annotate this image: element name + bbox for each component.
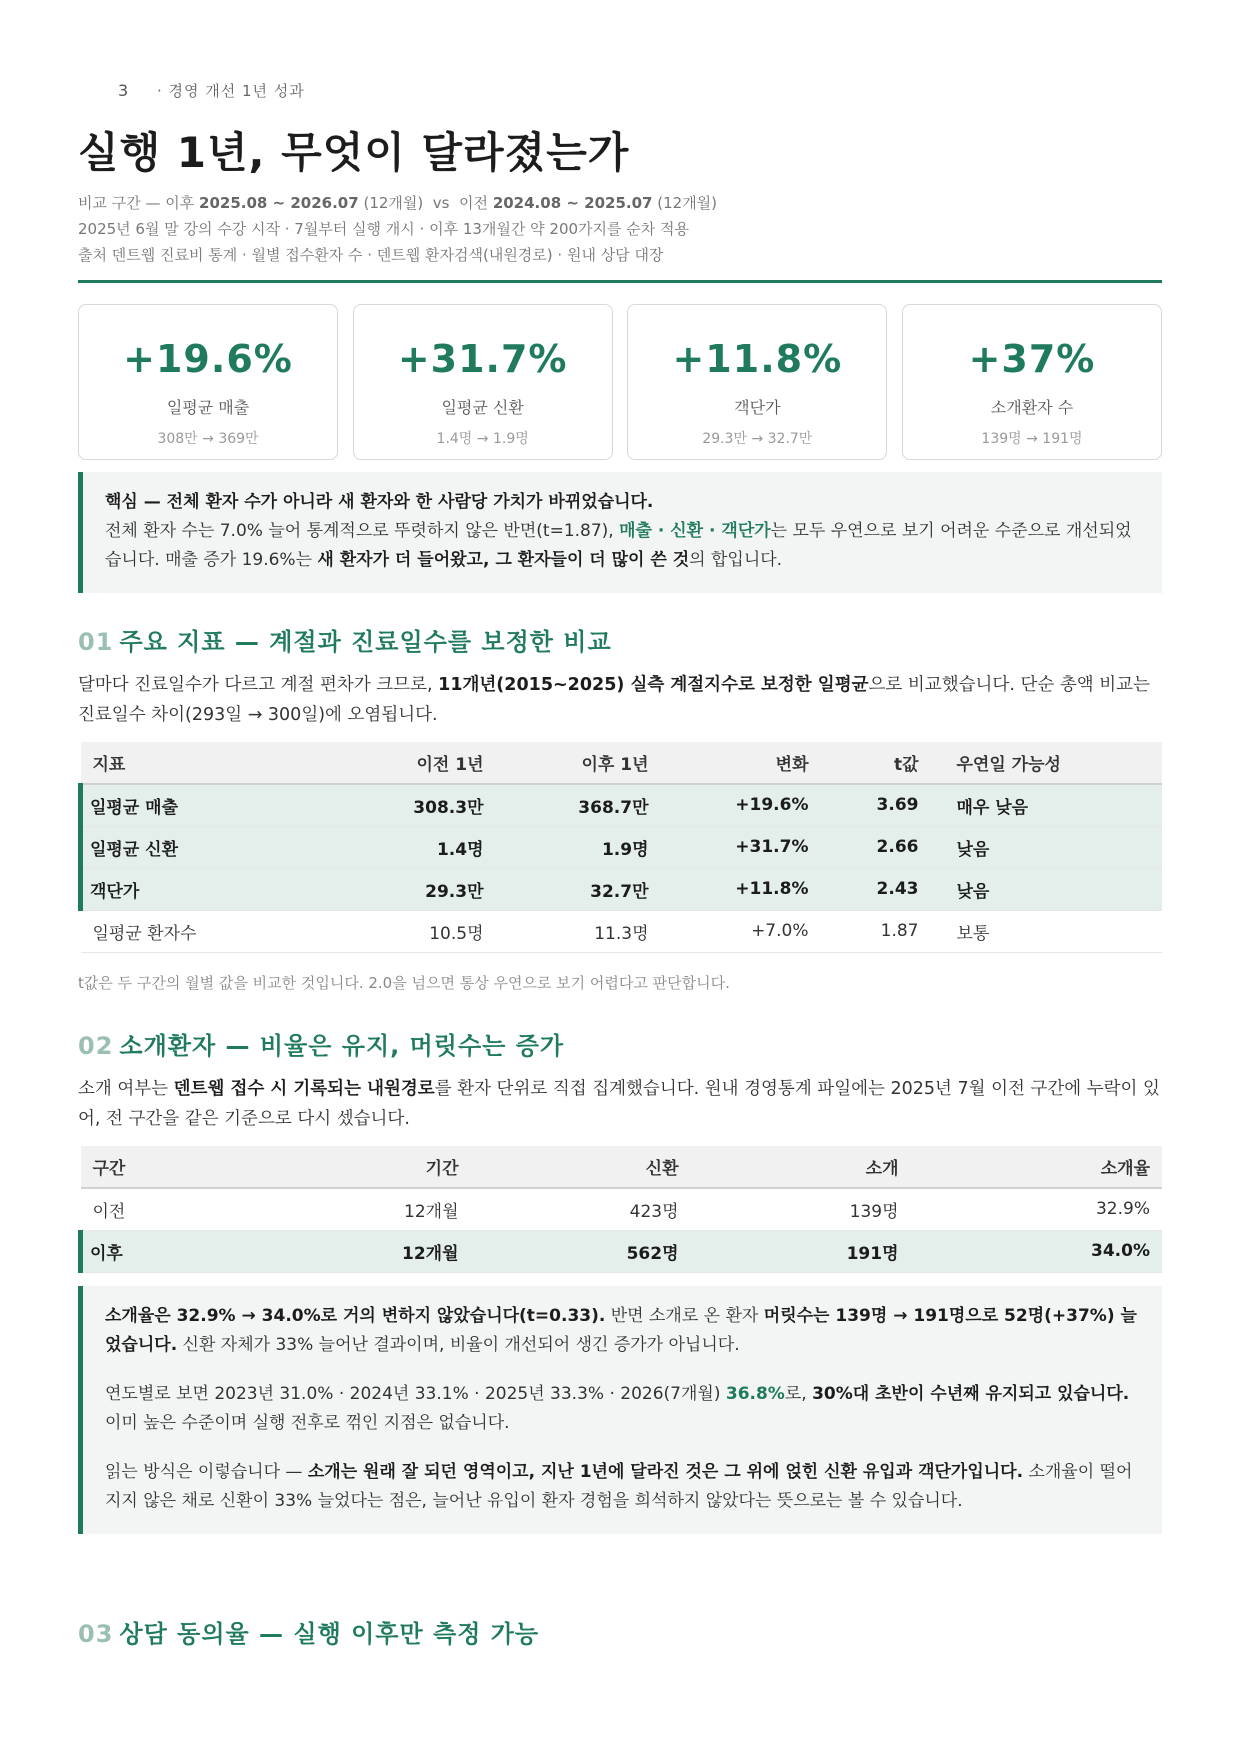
before-range: 2024.08 ~ 2025.07 bbox=[492, 194, 653, 212]
column-header: 구간 bbox=[81, 1146, 251, 1188]
core-body: 전체 환자 수는 7.0% 늘어 통계적으로 뚜렷하지 않은 반면(t=1.87), 매출 · 신환 · 객단가는 모두 우연으로 보기 어려운 수준으로 개선되었습니다. 매출 증가 19.6%는 새 환자가 더 들어왔고, 그 환자들이 더 많이 쓴 것의 합입니다. bbox=[105, 521, 1132, 570]
column-header: 소개율 bbox=[911, 1146, 1163, 1188]
section-heading-01 bbox=[78, 622, 612, 657]
after-range: 2025.08 ~ 2026.07 bbox=[199, 194, 359, 212]
page-header bbox=[118, 80, 305, 101]
kpi-card-revenue bbox=[78, 304, 338, 460]
column-header: 소개 bbox=[691, 1146, 911, 1188]
section-number: 02 bbox=[78, 1032, 114, 1060]
referral-callout bbox=[78, 1286, 1162, 1534]
section-title: 상담 동의율 — 실행 이후만 측정 가능 bbox=[119, 1620, 540, 1648]
kpi-value: +19.6% bbox=[123, 337, 293, 381]
table-row: 일평균 매출 308.3만 368.7만 +19.6% 3.69 매우 낮음 bbox=[81, 784, 1163, 826]
table-row: 일평균 신환 1.4명 1.9명 +31.7% 2.66 낮음 bbox=[81, 826, 1163, 868]
kpi-card-avg-spend bbox=[627, 304, 887, 460]
kpi-value: +31.7% bbox=[397, 337, 568, 381]
page-title: 실행 1년, 무엇이 달라졌는가 bbox=[78, 128, 630, 177]
section-heading-03 bbox=[78, 1614, 539, 1649]
timeline-line: 2025년 6월 말 강의 수강 시작 · 7월부터 실행 개시 · 이후 13개월간 약 200가지를 순차 적용 bbox=[78, 220, 690, 238]
kpi-label: 일평균 신환 bbox=[441, 398, 524, 417]
section-title: 소개환자 — 비율은 유지, 머릿수는 증가 bbox=[119, 1032, 565, 1060]
column-header: 이후 1년 bbox=[496, 742, 661, 784]
column-header: 기간 bbox=[251, 1146, 471, 1188]
kpi-cards bbox=[78, 304, 1162, 460]
header-divider bbox=[78, 280, 1162, 283]
table-header-row bbox=[81, 742, 1163, 784]
referral-table bbox=[78, 1146, 1162, 1273]
callout-paragraph: 읽는 방식은 이렇습니다 — 소개는 원래 잘 되던 영역이고, 지난 1년에 달라진 것은 그 위에 얹힌 신환 유입과 객단가입니다. 소개율이 떨어지지 않은 채로 신환이 33% 늘었다는 점은, 늘어난 유입이 환자 경험을 희석하지 않았다는 뜻으로는 볼 수 있습니다. bbox=[105, 1462, 1133, 1511]
table-row: 이전 12개월 423명 139명 32.9% bbox=[81, 1188, 1163, 1230]
section2-paragraph: 소개 여부는 덴트웹 접수 시 기록되는 내원경로를 환자 단위로 직접 집계했습니다. 원내 경영통계 파일에는 2025년 7월 이전 구간에 누락이 있어, 전 구간을 같은 기준으로 다시 셌습니다. bbox=[78, 1079, 1160, 1129]
source-line: 출처 덴트웹 진료비 통계 · 월별 접수환자 수 · 덴트웹 환자검색(내원경로) · 원내 상담 대장 bbox=[78, 246, 664, 264]
kpi-label: 객단가 bbox=[734, 398, 781, 417]
section-label: · 경영 개선 1년 성과 bbox=[156, 82, 305, 100]
kpi-value: +37% bbox=[968, 337, 1096, 381]
table-header-row bbox=[81, 1146, 1163, 1188]
key-metrics-table bbox=[78, 742, 1162, 953]
core-headline: 핵심 — 전체 환자 수가 아니라 새 환자와 한 사람당 가치가 바뀌었습니다. bbox=[105, 492, 654, 512]
kpi-sub: 139명 → 191명 bbox=[981, 431, 1083, 447]
column-header: 변화 bbox=[661, 742, 821, 784]
kpi-card-new-patients bbox=[353, 304, 613, 460]
core-callout bbox=[78, 472, 1162, 593]
section-title: 주요 지표 — 계절과 진료일수를 보정한 비교 bbox=[119, 628, 612, 656]
table-row: 객단가 29.3만 32.7만 +11.8% 2.43 낮음 bbox=[81, 868, 1163, 910]
t-value-footnote: t값은 두 구간의 월별 값을 비교한 것입니다. 2.0을 넘으면 통상 우연으로 보기 어렵다고 판단합니다. bbox=[78, 974, 730, 992]
section-number: 03 bbox=[78, 1620, 114, 1648]
column-header: t값 bbox=[821, 742, 931, 784]
kpi-label: 소개환자 수 bbox=[990, 398, 1074, 417]
column-header: 지표 bbox=[81, 742, 331, 784]
meta-info bbox=[78, 190, 717, 268]
column-header: 이전 1년 bbox=[331, 742, 496, 784]
callout-paragraph: 소개율은 32.9% → 34.0%로 거의 변하지 않았습니다(t=0.33). 반면 소개로 온 환자 머릿수는 139명 → 191명으로 52명(+37%) 늘었습니다. 신환 자체가 33% 늘어난 결과이며, 비율이 개선되어 생긴 증가가 아닙니다. bbox=[105, 1306, 1137, 1355]
callout-paragraph: 연도별로 보면 2023년 31.0% · 2024년 33.1% · 2025년 33.3% · 2026(7개월) 36.8%로, 30%대 초반이 수년째 유지되고 있습니다. 이미 높은 수준이며 실행 전후로 꺾인 지점은 없습니다. bbox=[105, 1384, 1130, 1433]
section1-paragraph: 달마다 진료일수가 다르고 계절 편차가 크므로, 11개년(2015~2025) 실측 계절지수로 보정한 일평균으로 비교했습니다. 단순 총액 비교는 진료일수 차이(293일 → 300일)에 오염됩니다. bbox=[78, 675, 1150, 725]
page-number: 3 bbox=[118, 81, 130, 100]
kpi-label: 일평균 매출 bbox=[166, 398, 250, 417]
table-row: 이후 12개월 562명 191명 34.0% bbox=[81, 1230, 1163, 1272]
table-row: 일평균 환자수 10.5명 11.3명 +7.0% 1.87 보통 bbox=[81, 910, 1163, 952]
section-number: 01 bbox=[78, 628, 114, 656]
kpi-card-referrals bbox=[902, 304, 1162, 460]
column-header: 우연일 가능성 bbox=[931, 742, 1163, 784]
kpi-sub: 308만 → 369만 bbox=[157, 431, 259, 447]
column-header: 신환 bbox=[471, 1146, 691, 1188]
section-heading-02 bbox=[78, 1026, 564, 1061]
kpi-sub: 29.3만 → 32.7만 bbox=[702, 431, 813, 447]
kpi-sub: 1.4명 → 1.9명 bbox=[436, 431, 529, 447]
kpi-value: +11.8% bbox=[672, 337, 843, 381]
compare-range-line: 비교 구간 — 이후 2025.08 ~ 2026.07 (12개월) vs 이전 2024.08 ~ 2025.07 (12개월) bbox=[78, 194, 718, 212]
